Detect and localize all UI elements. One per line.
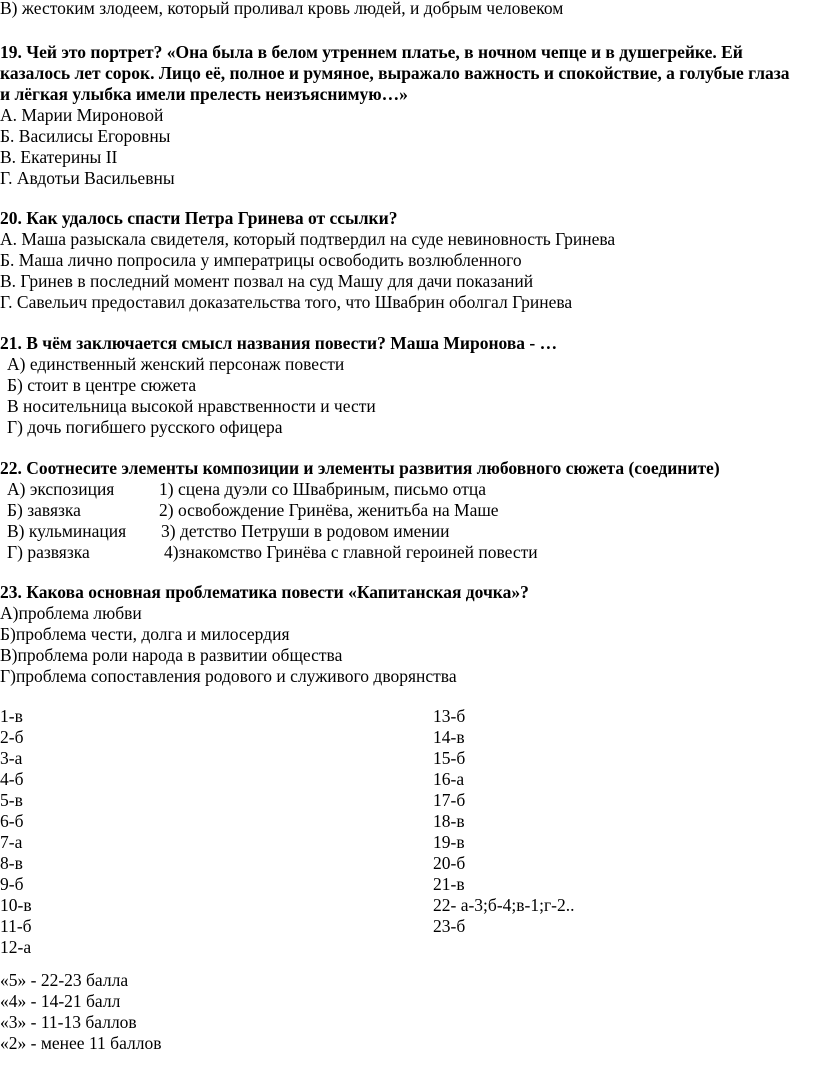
q22-row-right: 2) освобождение Гринёва, женитьба на Маше (159, 500, 499, 520)
grading-line-5: «5» - 22-23 балла (0, 970, 129, 990)
answer-key-right-17: 17-б (433, 790, 466, 810)
answer-key-left-7: 7-а (0, 832, 23, 852)
q23-option-a: А)проблема любви (0, 603, 142, 623)
q19-option-b: Б. Василисы Егоровны (0, 126, 171, 146)
answer-key-left-11: 11-б (0, 916, 32, 936)
q22-row (7, 542, 538, 563)
q22-row-left: А) экспозиция (7, 479, 115, 499)
q20-option-c: В. Гринев в последний момент позвал на суд Машу для дачи показаний (0, 271, 534, 291)
grading-line-3: «3» - 11-13 баллов (0, 1012, 137, 1032)
q19-title-line-2: казалось лет сорок. Лицо её, полное и румяное, выражало важность и спокойствие, а голубые глаза (0, 63, 790, 83)
q22-row-right: 3) детство Петруши в родовом имении (161, 521, 450, 541)
q23-title: 23. Какова основная проблематика повести «Капитанская дочка»? (0, 582, 529, 602)
q23-option-c: В)проблема роли народа в развитии общества (0, 645, 343, 665)
answer-key-right-22: 22- а-3;б-4;в-1;г-2.. (433, 895, 575, 915)
answer-key-right-20: 20-б (433, 853, 466, 873)
q22-row-left: Б) завязка (7, 500, 81, 520)
q22-row (7, 479, 486, 500)
answer-key-left-5: 5-в (0, 790, 23, 810)
q23-option-b: Б)проблема чести, долга и милосердия (0, 624, 290, 644)
q21-option-a: А) единственный женский персонаж повести (7, 354, 345, 374)
answer-key-right-23: 23-б (433, 916, 466, 936)
grading-line-2: «2» - менее 11 баллов (0, 1033, 162, 1053)
q19-option-c: В. Екатерины II (0, 147, 118, 167)
answer-key-right-15: 15-б (433, 748, 466, 768)
q19-title-line-3: и лёгкая улыбка имели прелесть неизъяснимую…» (0, 84, 408, 104)
q22-row-right: 1) сцена дуэли со Швабриным, письмо отца (159, 479, 486, 499)
q22-title: 22. Соотнесите элементы композиции и элементы развития любовного сюжета (соедините) (0, 458, 720, 478)
answer-key-left-8: 8-в (0, 853, 23, 873)
answer-key-right-16: 16-а (433, 769, 465, 789)
q21-title: 21. В чём заключается смысл названия повести? Маша Миронова - … (0, 333, 558, 353)
q21-option-c: В носительница высокой нравственности и чести (7, 396, 376, 416)
answer-key-right-21: 21-в (433, 874, 465, 894)
q20-title: 20. Как удалось спасти Петра Гринева от ссылки? (0, 208, 398, 228)
q20-option-b: Б. Маша лично попросила у императрицы освободить возлюбленного (0, 250, 522, 270)
q21-option-d: Г) дочь погибшего русского офицера (7, 417, 283, 437)
q22-row-left: Г) развязка (7, 542, 90, 562)
q22-row (7, 500, 499, 521)
answer-key-right-13: 13-б (433, 706, 466, 726)
answer-key-left-2: 2-б (0, 727, 24, 747)
answer-key-left-6: 6-б (0, 811, 24, 831)
answer-key-left-4: 4-б (0, 769, 24, 789)
answer-key-left-10: 10-в (0, 895, 32, 915)
answer-key-right-14: 14-в (433, 727, 465, 747)
q20-option-d: Г. Савельич предоставил доказательства того, что Швабрин оболгал Гринева (0, 292, 573, 312)
grading-line-4: «4» - 14-21 балл (0, 991, 121, 1011)
q22-row-left: В) кульминация (7, 521, 127, 541)
q19-option-d: Г. Авдотьи Васильевны (0, 168, 175, 188)
answer-key-left-12: 12-а (0, 937, 32, 957)
q23-option-d: Г)проблема сопоставления родового и служивого дворянства (0, 666, 457, 686)
intro-line: В) жестоким злодеем, который проливал кровь людей, и добрым человеком (0, 0, 564, 18)
answer-key-right-19: 19-в (433, 832, 465, 852)
q22-row (7, 521, 450, 542)
answer-key-left-9: 9-б (0, 874, 24, 894)
q22-row-right: 4)знакомство Гринёва с главной героиней повести (164, 542, 538, 562)
answer-key-left-3: 3-а (0, 748, 23, 768)
q20-option-a: А. Маша разыскала свидетеля, который подтвердил на суде невиновность Гринева (0, 229, 616, 249)
q19-option-a: А. Марии Мироновой (0, 105, 164, 125)
answer-key-left-1: 1-в (0, 706, 23, 726)
answer-key-right-18: 18-в (433, 811, 465, 831)
q21-option-b: Б) стоит в центре сюжета (7, 375, 197, 395)
q19-title-line-1: 19. Чей это портрет? «Она была в белом утреннем платье, в ночном чепце и в душегрейке. Ей (0, 42, 743, 62)
